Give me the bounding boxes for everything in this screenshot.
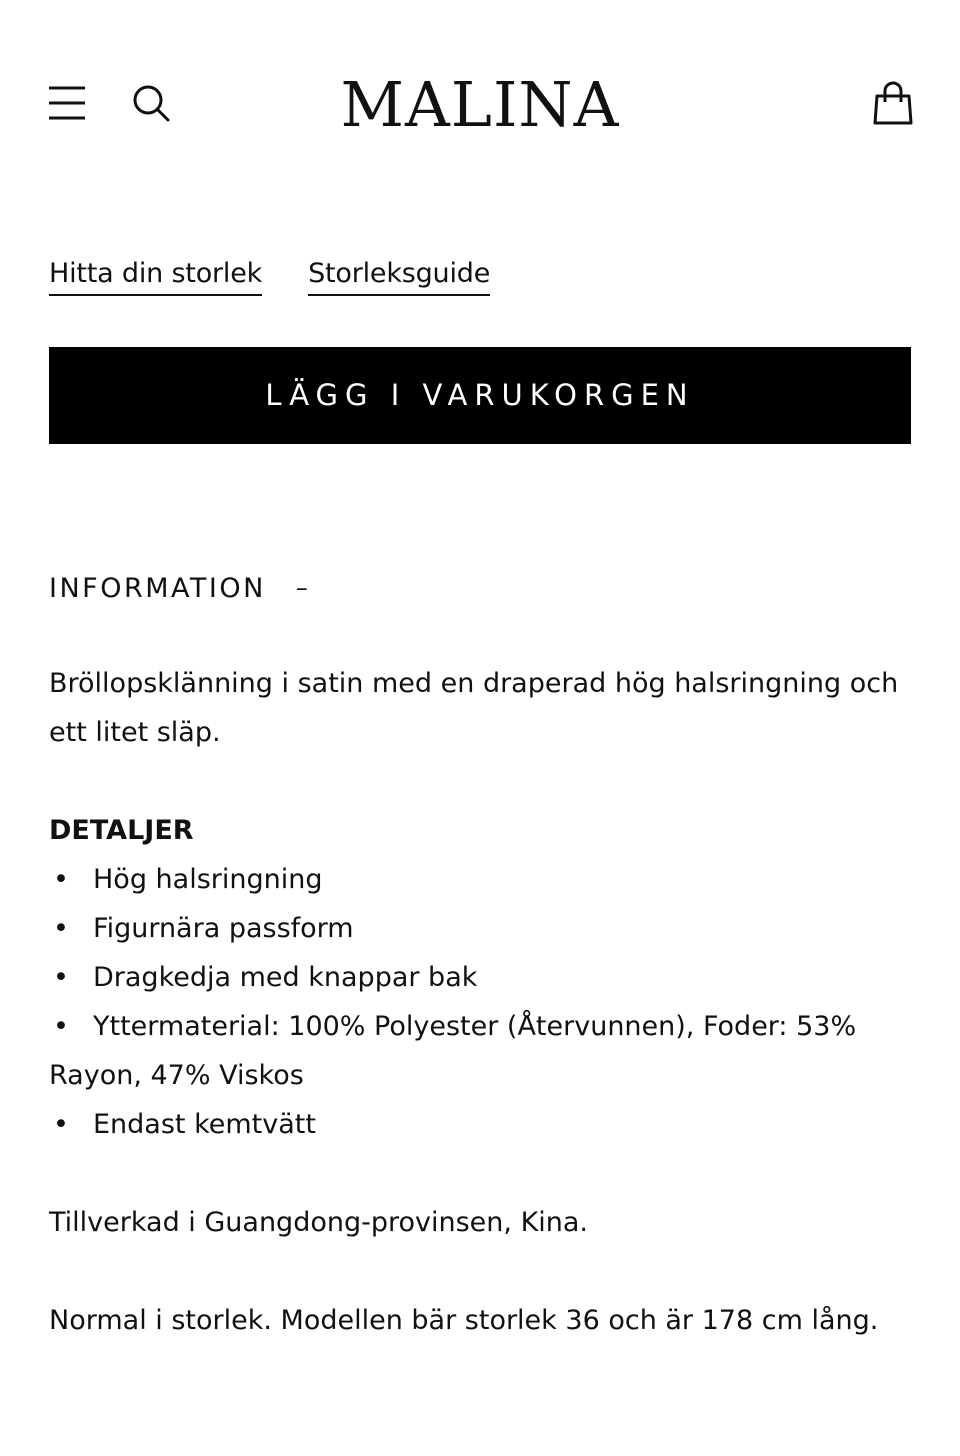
details-list <box>49 855 909 1149</box>
bullet-icon: • <box>53 962 69 993</box>
site-header <box>0 0 960 210</box>
size-guide-link[interactable]: Storleksguide <box>308 254 490 296</box>
product-description: Bröllopsklänning i satin med en draperad hög halsringning och ett litet släp. <box>49 668 899 748</box>
bullet-icon: • <box>53 913 69 944</box>
add-to-cart-button[interactable]: LÄGG I VARUKORGEN <box>49 347 911 444</box>
information-accordion-header[interactable] <box>49 566 308 610</box>
shopping-bag-icon[interactable] <box>872 80 914 126</box>
bullet-icon: • <box>53 1109 69 1140</box>
collapse-minus-icon[interactable]: – <box>295 574 308 602</box>
list-item: • Hög halsringning <box>49 855 909 904</box>
list-item: • Dragkedja med knappar bak <box>49 953 909 1002</box>
hamburger-menu-icon[interactable] <box>48 84 86 122</box>
origin-text: Tillverkad i Guangdong-provinsen, Kina. <box>49 1207 589 1238</box>
information-content <box>49 659 909 1345</box>
bullet-icon: • <box>53 1011 69 1042</box>
details-heading: DETALJER <box>49 815 194 846</box>
list-item: • Endast kemtvätt <box>49 1100 909 1149</box>
list-item: • Figurnära passform <box>49 904 909 953</box>
information-title: INFORMATION <box>49 572 266 604</box>
brand-logo[interactable]: MALINA <box>340 68 620 141</box>
fit-text: Normal i storlek. Modellen bär storlek 36 och är 178 cm lång. <box>49 1305 879 1336</box>
find-size-link[interactable]: Hitta din storlek <box>49 254 262 296</box>
search-icon[interactable] <box>130 82 172 124</box>
list-item: • Yttermaterial: 100% Polyester (Återvunnen), Foder: 53% Rayon, 47% Viskos <box>49 1002 909 1100</box>
bullet-icon: • <box>53 864 69 895</box>
size-links <box>49 254 536 298</box>
